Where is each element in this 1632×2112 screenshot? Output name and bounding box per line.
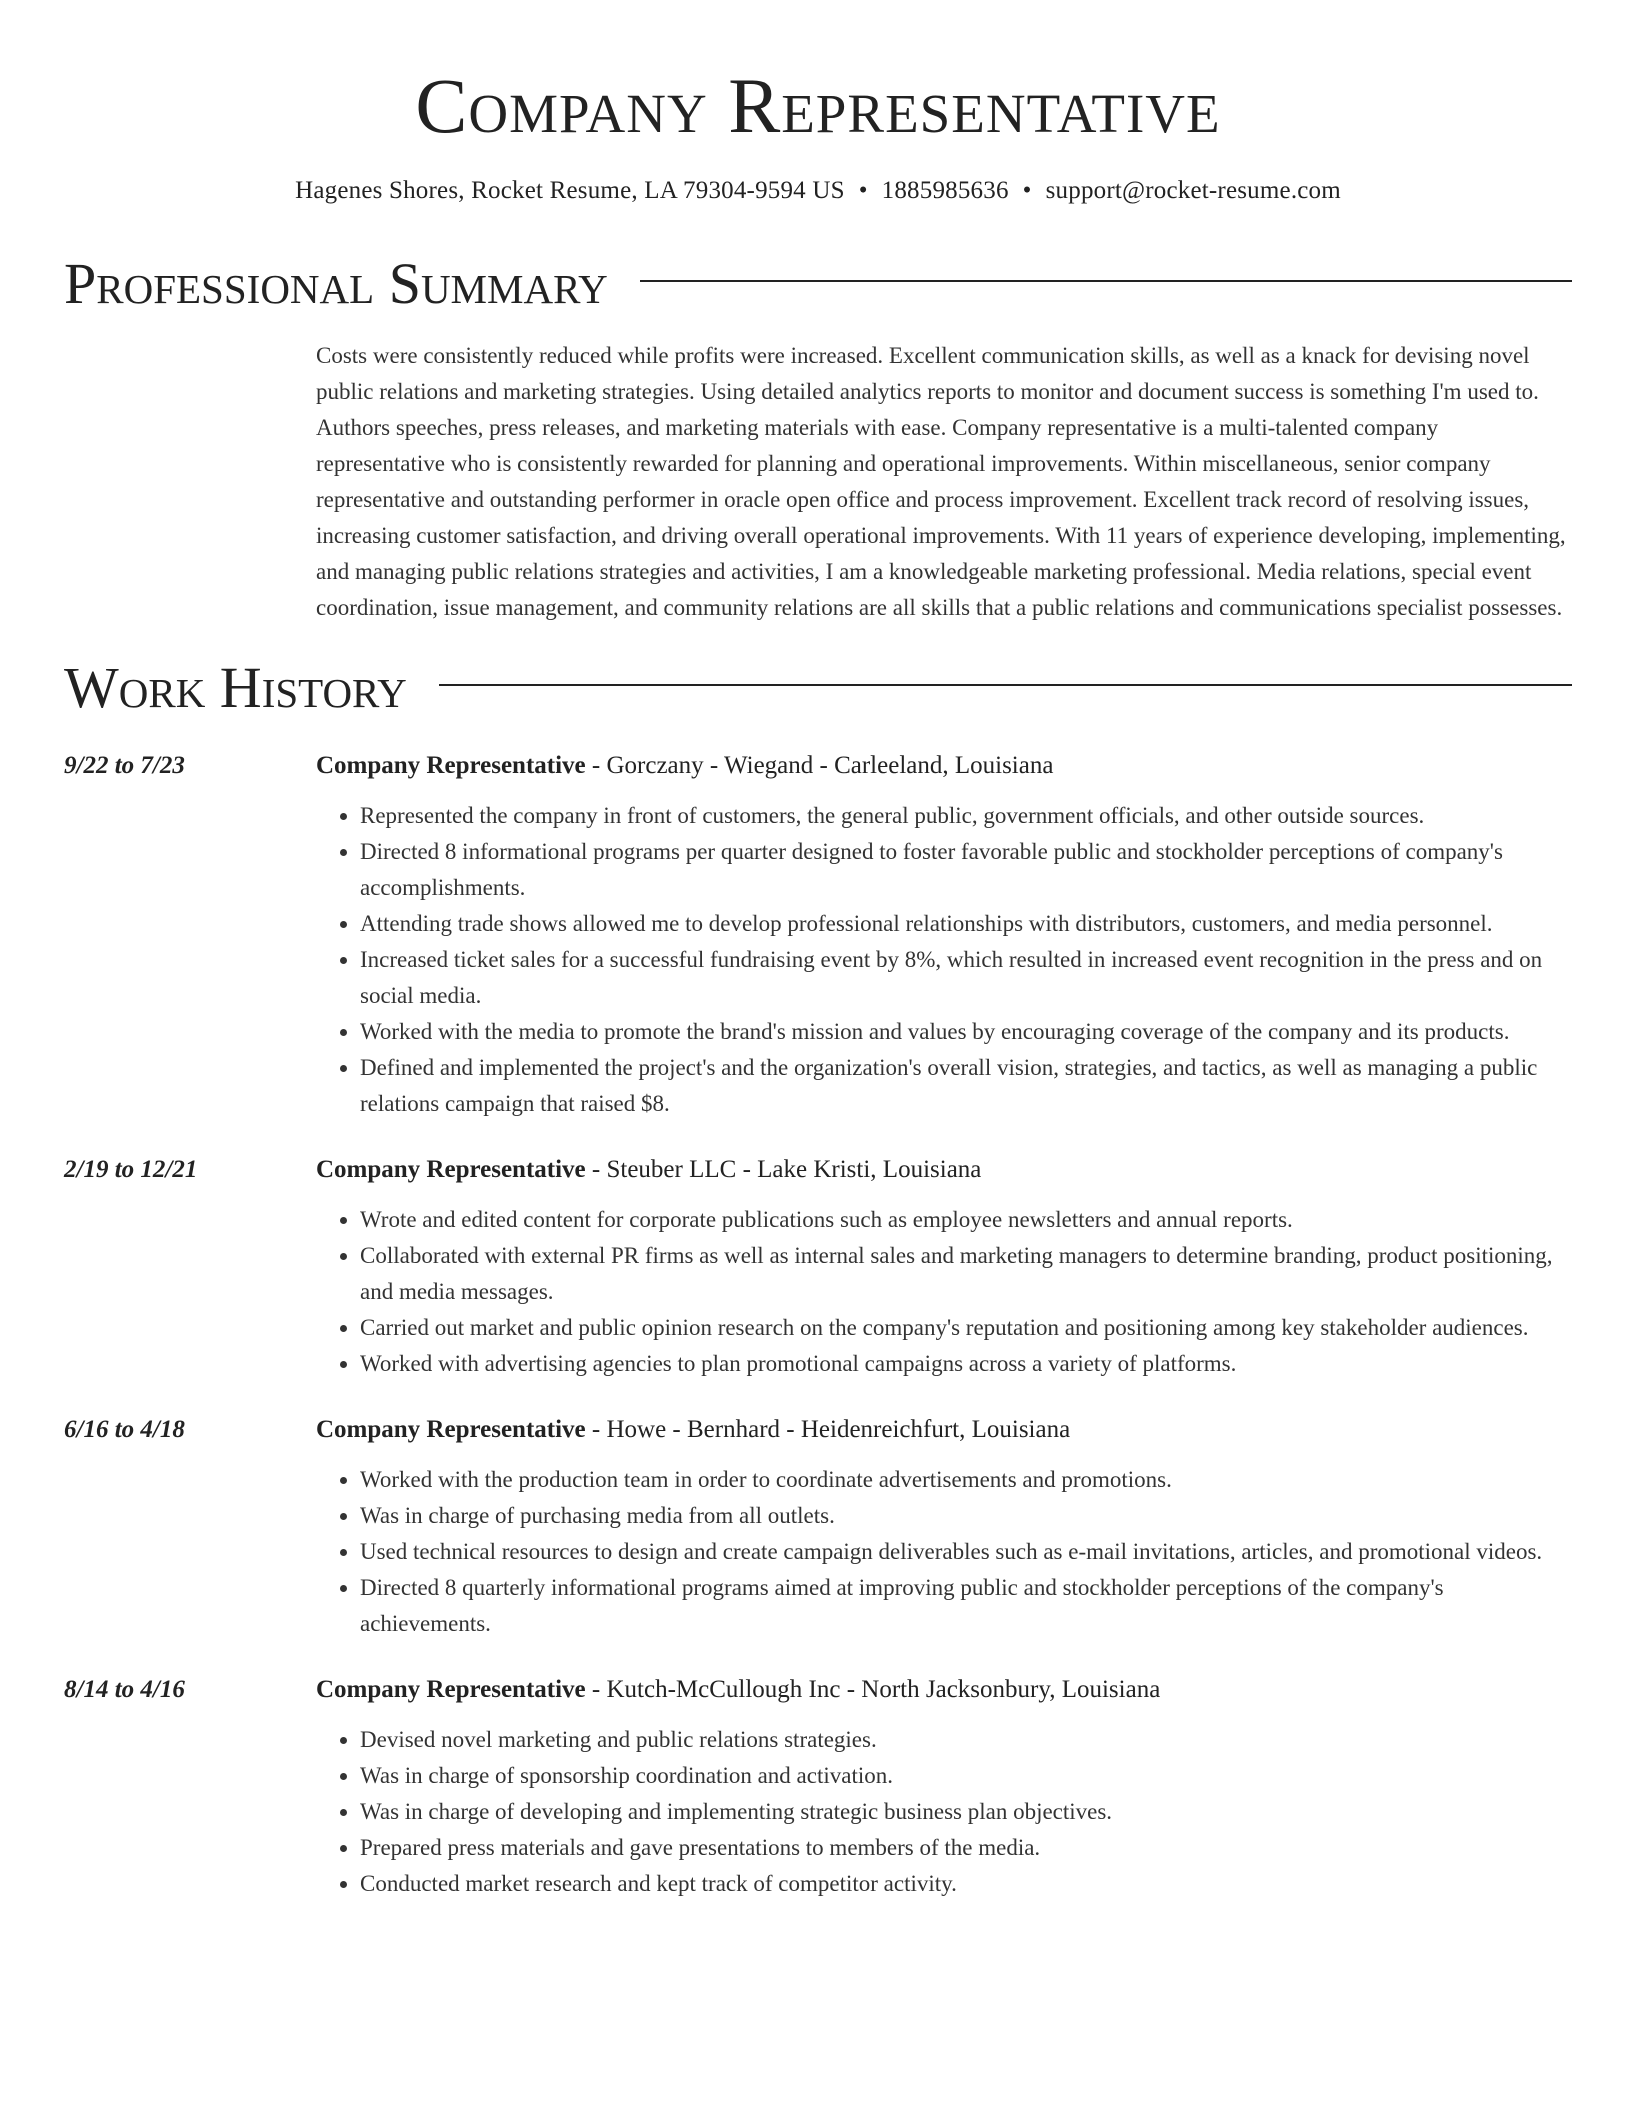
list-item: • Carried out market and public opinion research on the company's reputation and positioning among key stakeholder audiences. bbox=[360, 1310, 1572, 1346]
work-section-header bbox=[64, 656, 1572, 720]
list-item: • Was in charge of purchasing media from all outlets. bbox=[360, 1498, 1572, 1534]
job-details: - Steuber LLC - Lake Kristi, Louisiana bbox=[585, 1156, 982, 1183]
list-item: • Used technical resources to design and create campaign deliverables such as e-mail invitations, articles, and promotional videos. bbox=[360, 1534, 1572, 1570]
contact-phone: 1885985636 bbox=[881, 177, 1009, 204]
job-body bbox=[316, 748, 1572, 1122]
list-item: • Wrote and edited content for corporate publications such as employee newsletters and annual reports. bbox=[360, 1202, 1572, 1238]
contact-separator: • bbox=[1022, 177, 1032, 204]
section-divider bbox=[640, 280, 1572, 282]
job-list bbox=[64, 748, 1572, 1902]
list-item: • Worked with advertising agencies to plan promotional campaigns across a variety of platforms. bbox=[360, 1346, 1572, 1382]
job-bullets bbox=[316, 1202, 1572, 1382]
contact-line bbox=[64, 174, 1572, 208]
list-item: • Increased ticket sales for a successful fundraising event by 8%, which resulted in increased event recognition in the press and on social media. bbox=[360, 942, 1572, 1014]
job-entry bbox=[64, 748, 1572, 1122]
list-item: • Represented the company in front of customers, the general public, government officials, and other outside sources. bbox=[360, 798, 1572, 834]
job-heading bbox=[316, 1412, 1572, 1448]
list-item: • Devised novel marketing and public relations strategies. bbox=[360, 1722, 1572, 1758]
list-item: • Conducted market research and kept track of competitor activity. bbox=[360, 1866, 1572, 1902]
page-title: Company Representative bbox=[415, 62, 1221, 149]
summary-heading: Professional Summary bbox=[64, 251, 608, 316]
job-bullets bbox=[316, 1722, 1572, 1902]
list-item: • Worked with the media to promote the brand's mission and values by encouraging coverage of the company and its products. bbox=[360, 1014, 1572, 1050]
job-details: - Howe - Bernhard - Heidenreichfurt, Louisiana bbox=[585, 1416, 1071, 1443]
job-entry bbox=[64, 1152, 1572, 1382]
job-heading bbox=[316, 1152, 1572, 1188]
job-body bbox=[316, 1412, 1572, 1642]
job-dates: 8/14 to 4/16 bbox=[64, 1676, 185, 1703]
job-bullets bbox=[316, 798, 1572, 1122]
job-heading bbox=[316, 748, 1572, 784]
list-item: • Directed 8 informational programs per quarter designed to foster favorable public and stockholder perceptions of company's accomplishments. bbox=[360, 834, 1572, 906]
contact-email: support@rocket-resume.com bbox=[1045, 177, 1341, 204]
contact-address: Hagenes Shores, Rocket Resume, LA 79304-9594 US bbox=[295, 177, 845, 204]
job-entry bbox=[64, 1412, 1572, 1642]
job-heading bbox=[316, 1672, 1572, 1708]
job-body bbox=[316, 1672, 1572, 1902]
job-dates: 2/19 to 12/21 bbox=[64, 1156, 198, 1183]
job-role: Company Representative bbox=[316, 752, 586, 779]
summary-text: Costs were consistently reduced while profits were increased. Excellent communication skills, as well as a knack for devising novel public relations and marketing strategies. Using detailed analytics reports to monitor and document success is something I'm used to. Authors speeches, press releases, and marketing materials with ease. Company representative is a multi-talented company representative who is consistently rewarded for planning and operational improvements. Within miscellaneous, senior company representative and outstanding performer in oracle open office and process improvement. Excellent track record of resolving issues, increasing customer satisfaction, and driving overall operational improvements. With 11 years of experience developing, implementing, and managing public relations strategies and activities, I am a knowledgeable marketing professional. Media relations, special event coordination, issue management, and community relations are all skills that a public relations and communications specialist possesses. bbox=[316, 343, 1566, 620]
job-role: Company Representative bbox=[316, 1416, 586, 1443]
summary-section-header bbox=[64, 252, 1572, 316]
job-role: Company Representative bbox=[316, 1156, 586, 1183]
job-dates: 9/22 to 7/23 bbox=[64, 752, 185, 779]
list-item: • Worked with the production team in order to coordinate advertisements and promotions. bbox=[360, 1462, 1572, 1498]
job-bullets bbox=[316, 1462, 1572, 1642]
list-item: • Prepared press materials and gave presentations to members of the media. bbox=[360, 1830, 1572, 1866]
work-heading: Work History bbox=[64, 655, 407, 720]
list-item: • Collaborated with external PR firms as well as internal sales and marketing managers to determine branding, product positioning, and media messages. bbox=[360, 1238, 1572, 1310]
section-divider bbox=[439, 684, 1572, 686]
list-item: • Directed 8 quarterly informational programs aimed at improving public and stockholder perceptions of the company's achievements. bbox=[360, 1570, 1572, 1642]
job-details: - Gorczany - Wiegand - Carleeland, Louisiana bbox=[585, 752, 1054, 779]
job-role: Company Representative bbox=[316, 1676, 586, 1703]
job-details: - Kutch-McCullough Inc - North Jacksonbury, Louisiana bbox=[585, 1676, 1161, 1703]
list-item: • Was in charge of sponsorship coordination and activation. bbox=[360, 1758, 1572, 1794]
list-item: • Defined and implemented the project's and the organization's overall vision, strategies, and tactics, as well as managing a public relations campaign that raised $8. bbox=[360, 1050, 1572, 1122]
job-body bbox=[316, 1152, 1572, 1382]
list-item: • Was in charge of developing and implementing strategic business plan objectives. bbox=[360, 1794, 1572, 1830]
resume-page bbox=[64, 0, 1572, 1902]
contact-separator: • bbox=[858, 177, 868, 204]
job-dates: 6/16 to 4/18 bbox=[64, 1416, 185, 1443]
job-entry bbox=[64, 1672, 1572, 1902]
list-item: • Attending trade shows allowed me to develop professional relationships with distributors, customers, and media personnel. bbox=[360, 906, 1572, 942]
